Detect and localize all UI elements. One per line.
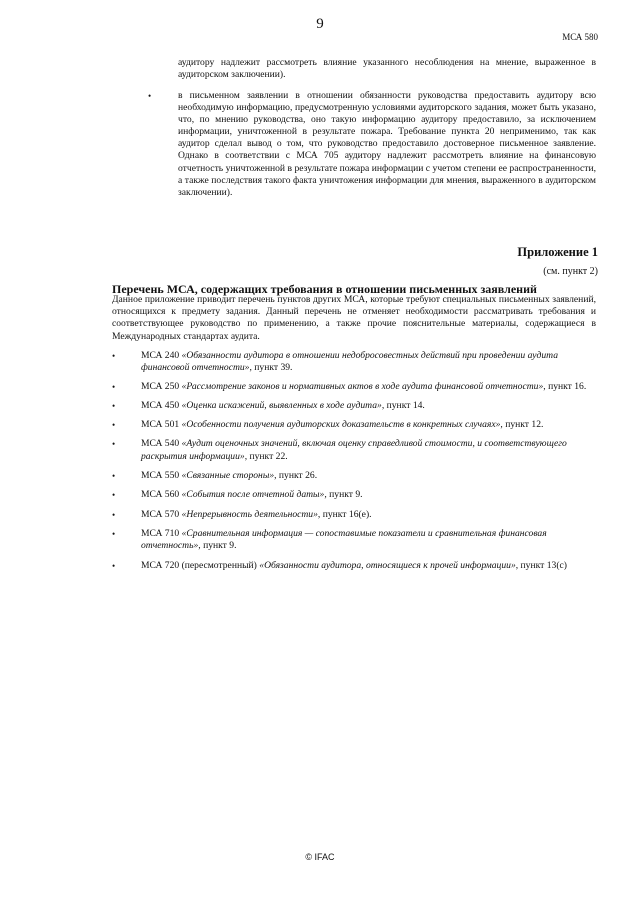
section-intro: Данное приложение приводит перечень пунктов других МСА, которые требуют специальных письменных заявлений, относящихся к предмету задания. Данный перечень не отменяет необходимости рассматривать требования и соответствующее руководство по применению, а также прочие пояснительные материалы, содержащиеся в Международных стандартах аудита.: [112, 294, 596, 342]
section-heading: Перечень МСА, содержащих требования в отношении письменных заявлений: [112, 281, 537, 296]
item-ref: , пункт 12.: [500, 419, 544, 431]
footer-copyright: © IFAC: [305, 852, 335, 862]
item-title: «Непрерывность деятельности»: [181, 508, 318, 520]
bullet-icon: •: [112, 528, 116, 539]
list-item: [112, 419, 596, 431]
bullet-icon: •: [112, 439, 116, 450]
item-code: МСА 560: [141, 489, 180, 501]
document-code: МСА 580: [562, 32, 598, 42]
item-title: «События после отчетной даты»: [181, 489, 325, 501]
item-title: «Связанные стороны»: [181, 470, 275, 482]
list-item: [112, 560, 596, 572]
item-ref: , пункт 13(c): [515, 559, 567, 571]
list-item: [112, 350, 596, 375]
item-title: «Оценка искажений, выявленных в ходе аудита»: [181, 399, 382, 411]
list-item: [112, 528, 596, 553]
bullet-icon: •: [112, 560, 116, 571]
bullet-paragraph: [148, 90, 596, 199]
item-ref: , пункт 26.: [274, 470, 318, 482]
list-item: [112, 509, 596, 521]
item-ref: , пункт 9.: [324, 489, 363, 501]
bullet-icon: •: [148, 91, 152, 101]
continuation-text: аудитору надлежит рассмотреть влияние указанного несоблюдения на мнение, выраженное в аудиторском заключении).: [178, 57, 596, 80]
bullet-icon: •: [112, 509, 116, 520]
bullet-icon: •: [112, 471, 116, 482]
item-title: «Особенности получения аудиторских доказательств в конкретных случаях»: [181, 419, 501, 431]
bullet-text: в письменном заявлении в отношении обязанности руководства предоставить аудитору всю необходимую информацию, предусмотренную условиями аудиторского задания, может быть указано, что, по мнению руководства, оно такую информацию аудитору предоставило, за исключением информации, уничтоженной в результате пожара. Требование пункта 20 неприменимо, так как аудитор сделал вывод о том, что руководство предоставило достоверное письменное заявление. Однако в соответствии с МСА 705 аудитору надлежит рассмотреть влияние на финансовую отчетность уничтоженной в результате пожара информации с учетом степени ее распространенности, а также последствия такого факта уничтожения информации для мнения, выраженного в аудиторском заключении).: [178, 90, 596, 198]
item-ref: , пункт 16.: [543, 380, 587, 392]
page-number: 9: [316, 16, 324, 32]
item-title: «Обязанности аудитора, относящиеся к прочей информации»: [259, 559, 516, 571]
item-code: МСА 501: [141, 419, 180, 431]
bullet-icon: •: [112, 351, 116, 361]
item-title: «Аудит оценочных значений, включая оценку справедливой стоимости, и соответствующего раскрытия информации»: [141, 438, 567, 462]
bullet-icon: •: [112, 381, 116, 392]
item-code: МСА 240: [141, 350, 180, 361]
bullet-icon: •: [112, 490, 116, 501]
list-item: [112, 470, 596, 482]
item-ref: , пункт 22.: [244, 450, 288, 462]
item-code: МСА 550: [141, 470, 180, 482]
list-item: [112, 489, 596, 501]
list-item: [112, 400, 596, 412]
bullet-icon: •: [112, 420, 116, 431]
item-code: МСА 720 (пересмотренный): [141, 559, 257, 571]
item-ref: , пункт 39.: [249, 362, 293, 374]
continuation-paragraph: [178, 57, 596, 81]
item-ref: , пункт 16(е).: [317, 508, 372, 520]
item-code: МСА 250: [141, 380, 180, 392]
item-title: «Сравнительная информация — сопоставимые показатели и сравнительная финансовая отчетность»: [141, 527, 547, 552]
appendix-title: Приложение 1: [517, 245, 598, 259]
item-title: «Обязанности аудитора в отношении недобросовестных действий при проведении аудита финансовой отчетности»: [141, 350, 558, 374]
item-title: «Рассмотрение законов и нормативных актов в ходе аудита финансовой отчетности»: [181, 380, 544, 392]
list-item: [112, 381, 596, 393]
item-ref: , пункт 14.: [381, 399, 425, 411]
item-code: МСА 570: [141, 508, 180, 520]
list-item: [112, 438, 596, 463]
item-code: МСА 450: [141, 399, 180, 411]
item-ref: , пункт 9.: [198, 540, 237, 552]
appendix-reference: (см. пункт 2): [543, 266, 598, 277]
bullet-icon: •: [112, 400, 116, 411]
item-code: МСА 710: [141, 527, 180, 539]
isa-list: [112, 350, 596, 572]
item-code: МСА 540: [141, 438, 180, 450]
